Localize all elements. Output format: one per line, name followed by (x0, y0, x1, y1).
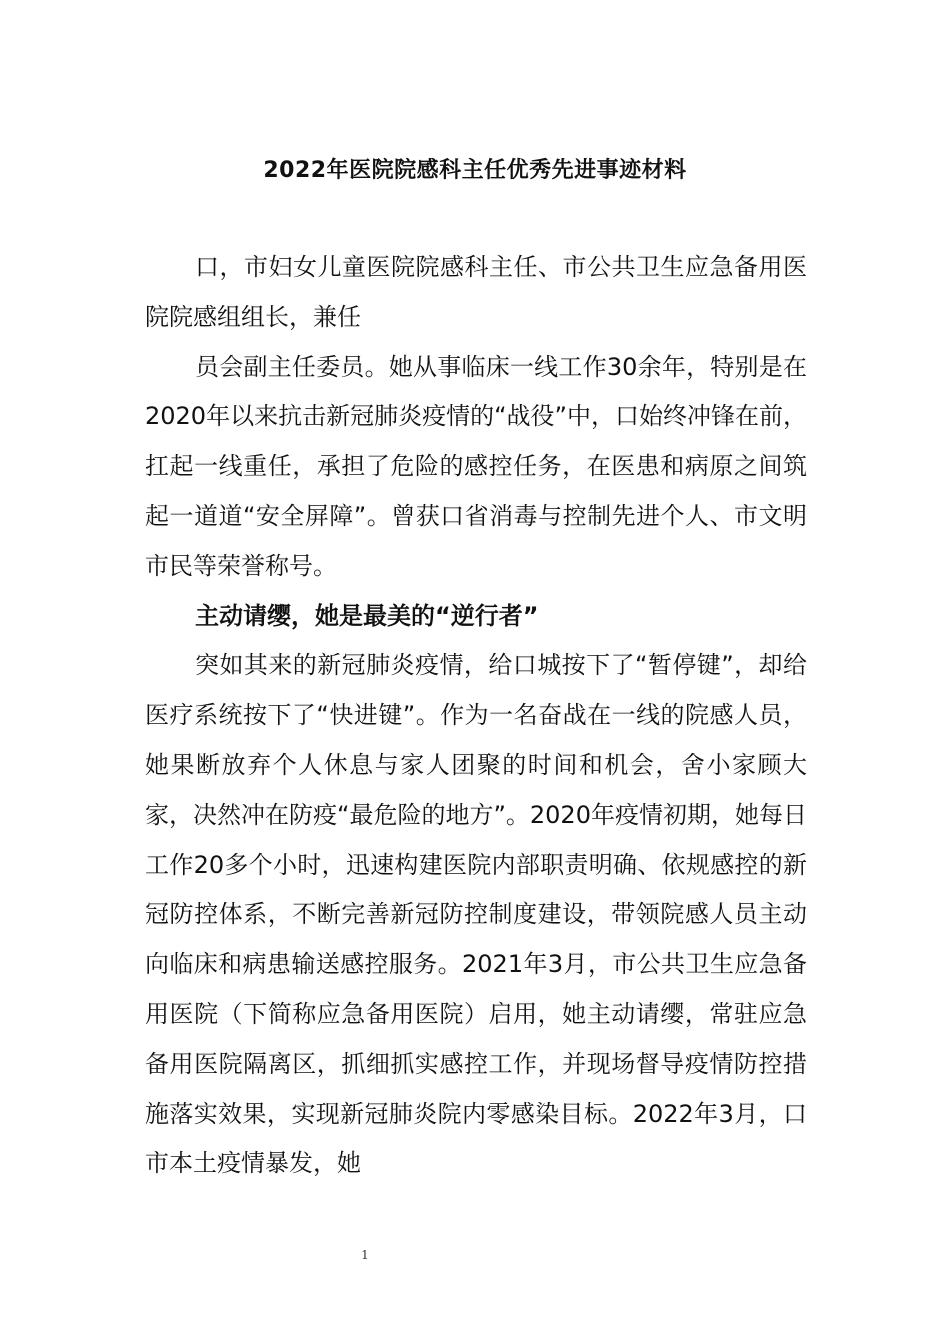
document-body (145, 243, 807, 1189)
paragraph-frontline: 突如其来的新冠肺炎疫情，给口城按下了“暂停键”，却给医疗系统按下了“快进键”。作为一名奋战在一线的院感人员，她果断放弃个人休息与家人团聚的时间和机会，舍小家顾大家，决然冲在防疫“最危险的地方”。2020年疫情初期，她每日工作20多个小时，迅速构建医院内部职责明确、依规感控的新冠防控体系，不断完善新冠防控制度建设，带领院感人员主动向临床和病患输送感控服务。2021年3月，市公共卫生应急备用医院（下简称应急备用医院）启用，她主动请缨，常驻应急备用医院隔离区，抓细抓实感控工作，并现场督导疫情防控措施落实效果，实现新冠肺炎院内零感染目标。2022年3月，口市本土疫情暴发，她 (145, 651, 807, 1178)
section-heading: 主动请缨，她是最美的“逆行者” (195, 601, 539, 630)
paragraph-achievements: 员会副主任委员。她从事临床一线工作30余年，特别是在2020年以来抗击新冠肺炎疫情的“战役”中，口始终冲锋在前，扛起一线重任，承担了危险的感控任务，在医患和病原之间筑起一道道“安全屏障”。曾获口省消毒与控制先进个人、市文明市民等荣誉称号。 (145, 352, 807, 580)
page-number: 1 (361, 1248, 369, 1262)
document-title: 2022年医院院感科主任优秀先进事迹材料 (263, 158, 687, 183)
paragraph-intro: 口，市妇女儿童医院院感科主任、市公共卫生应急备用医院院感组组长，兼任 (145, 253, 807, 331)
